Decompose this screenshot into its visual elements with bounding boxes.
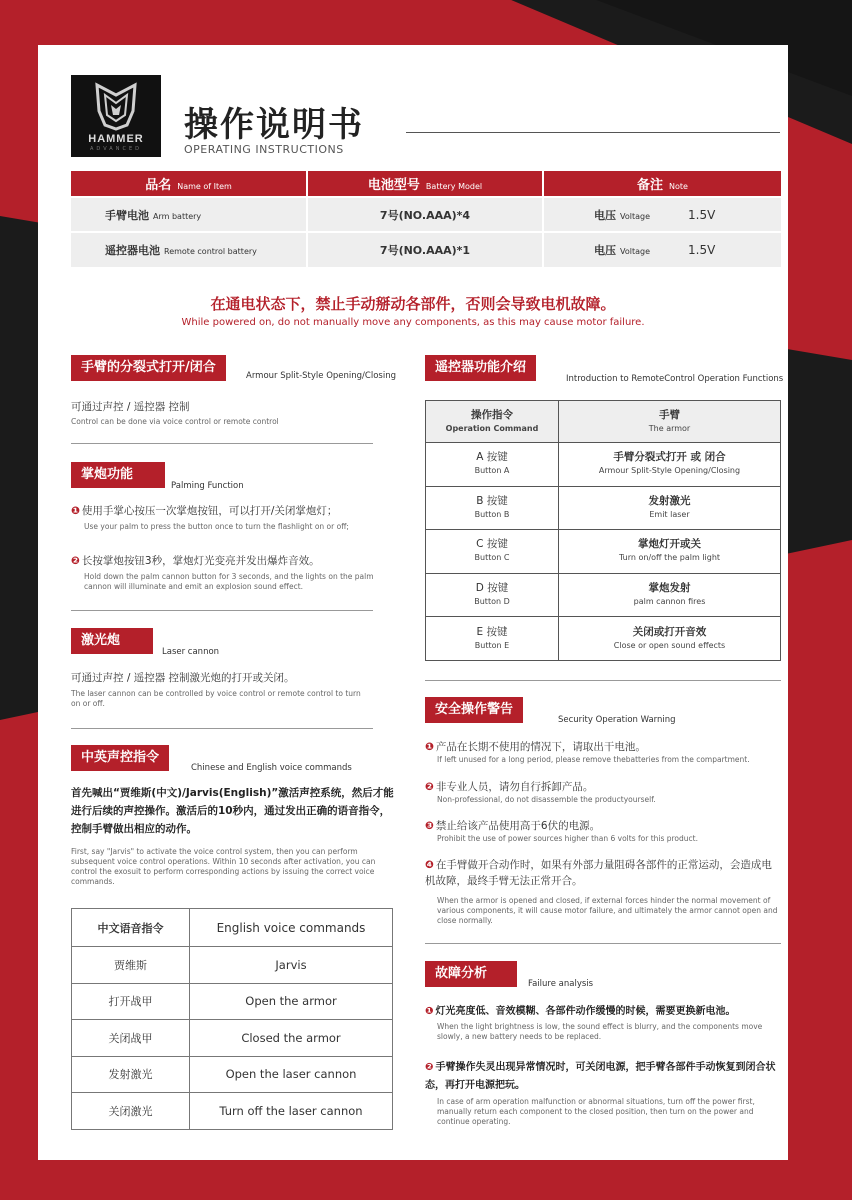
cn-command: 关闭激光 — [72, 1093, 190, 1130]
table-row — [72, 1020, 393, 1057]
button-function: 手臂分裂式打开 或 闭合 Armour Split-Style Opening/Closing — [559, 443, 781, 487]
voice-table-header — [72, 909, 393, 947]
voice-title: 中英声控指令 — [71, 745, 169, 771]
laser-title: 激光炮 — [71, 628, 153, 654]
power-warning-cn: 在通电状态下，禁止手动掰动各部件，否则会导致电机故障。 — [210, 295, 616, 313]
en-command: Turn off the laser cannon — [190, 1093, 393, 1130]
hammer-logo — [71, 75, 161, 157]
safety-item-1-en: If left unused for a long period, please remove thebatteries from the compartment. — [437, 755, 750, 764]
page-title: 操作说明书 — [184, 105, 364, 145]
header-note: 备注 Note — [543, 171, 781, 197]
en-command: Open the armor — [190, 983, 393, 1020]
cn-command: 贾维斯 — [72, 947, 190, 984]
note: 电压 Voltage 1.5V — [543, 197, 781, 232]
failure-item-2-en: In case of arm operation malfunction or abnormal situations, turn off the power first, manually return each component to the closed position, then turn on the power and continue operating. — [437, 1097, 755, 1126]
logo-subtext: ADVANCED — [90, 146, 142, 152]
button-function: 发射激光 Emit laser — [559, 486, 781, 530]
header-the-armor: 手臂 The armor — [559, 401, 781, 443]
safety-item-4-en: When the armor is opened and closed, if external forces hinder the normal movement of various components, it will cause motor failure, and ultimately the armor cannot open and close normally. — [437, 896, 778, 925]
divider — [425, 680, 781, 681]
divider — [425, 943, 781, 944]
palming-item-2-en: Hold down the palm cannon button for 3 seconds, and the lights on the palm cannon will illuminate and emit an explosion sound effect. — [84, 572, 374, 591]
remote-title: 遥控器功能介绍 — [425, 355, 536, 381]
table-row — [72, 1056, 393, 1093]
item-name: 遥控器电池 Remote control battery — [71, 232, 307, 267]
arm-split-text-en: Control can be done via voice control or remote control — [71, 417, 279, 426]
safety-title-en: Security Operation Warning — [558, 715, 676, 725]
table-row — [72, 1093, 393, 1130]
table-row — [426, 530, 781, 574]
divider — [71, 443, 373, 444]
logo-text: HAMMER — [88, 133, 144, 145]
helmet-icon — [93, 81, 139, 131]
palming-item-1: ❶ 使用手掌心按压一次掌炮按钮，可以打开/关闭掌炮灯； — [71, 505, 338, 517]
table-row — [426, 443, 781, 487]
palming-item-2: ❷ 长按掌炮按钮3秒，掌炮灯光变亮并发出爆炸音效。 — [71, 555, 320, 567]
item-name: 手臂电池 Arm battery — [71, 197, 307, 232]
button-label: E 按键 Button E — [426, 617, 559, 661]
safety-title: 安全操作警告 — [425, 697, 523, 723]
button-label: A 按键 Button A — [426, 443, 559, 487]
safety-item-2: ❷ 非专业人员，请勿自行拆卸产品。 — [425, 781, 594, 793]
table-row — [426, 573, 781, 617]
table-row — [426, 617, 781, 661]
header-operation-command: 操作指令 Operation Command — [426, 401, 559, 443]
laser-title-en: Laser cannon — [162, 647, 220, 657]
header-chinese-commands: 中文语音指令 — [72, 909, 190, 947]
failure-title: 故障分析 — [425, 961, 517, 987]
voice-title-en: Chinese and English voice commands — [191, 763, 352, 773]
button-function: 关闭或打开音效 Close or open sound effects — [559, 617, 781, 661]
remote-functions-table — [425, 400, 781, 661]
header-english-commands: English voice commands — [190, 909, 393, 947]
cn-command: 关闭战甲 — [72, 1020, 190, 1057]
failure-item-2: ❷ 手臂操作失灵出现异常情况时，可关闭电源，把手臂各部件手动恢复到闭合状态，再打开电源把玩。 — [425, 1062, 776, 1091]
arm-split-title: 手臂的分裂式打开/闭合 — [71, 355, 226, 381]
button-label: B 按键 Button B — [426, 486, 559, 530]
battery-table — [71, 171, 781, 267]
cn-command: 发射激光 — [72, 1056, 190, 1093]
laser-text-en: The laser cannon can be controlled by voice control or remote control to turn on or off. — [71, 689, 361, 708]
en-command: Jarvis — [190, 947, 393, 984]
button-function: 掌炮发射 palm cannon fires — [559, 573, 781, 617]
title-divider — [406, 132, 780, 133]
cn-command: 打开战甲 — [72, 983, 190, 1020]
remote-title-en: Introduction to RemoteControl Operation Functions — [566, 374, 784, 384]
palming-title-en: Palming Function — [171, 481, 244, 491]
voice-text: 首先喊出“贾维斯(中文)/Jarvis(English)”激活声控系统，然后才能进行后续的声控操作。激活后的10秒内，通过发出正确的语音指令，控制手臂做出相应的动作。 — [71, 787, 394, 835]
palming-title: 掌炮功能 — [71, 462, 165, 488]
button-label: D 按键 Button D — [426, 573, 559, 617]
en-command: Open the laser cannon — [190, 1056, 393, 1093]
table-row — [426, 486, 781, 530]
remote-table-header — [426, 401, 781, 443]
power-warning-en: While powered on, do not manually move any components, as this may cause motor failure. — [181, 317, 645, 328]
voice-text-en: First, say "Jarvis" to activate the voice control system, then you can perform subsequent voice control operations. Within 10 seconds after activation, you can control the exosuit to perform corresponding actions by issuing the correct voice commands. — [71, 847, 376, 886]
safety-item-4: ❹ 在手臂做开合动作时，如果有外部力量阻碍各部件的正常运动，会造成电机故障，最终手臂无法正常开合。 — [425, 859, 772, 887]
table-row — [72, 983, 393, 1020]
table-row — [71, 232, 781, 267]
divider — [71, 728, 373, 729]
header-name-of-item: 品名 Name of Item — [71, 171, 307, 197]
palming-item-1-en: Use your palm to press the button once to turn the flashlight on or off; — [84, 522, 349, 531]
voice-commands-table — [71, 908, 393, 1130]
safety-item-1: ❶ 产品在长期不使用的情况下，请取出干电池。 — [425, 741, 646, 753]
en-command: Closed the armor — [190, 1020, 393, 1057]
instruction-sheet — [38, 45, 788, 1160]
button-label: C 按键 Button C — [426, 530, 559, 574]
safety-item-2-en: Non-professional, do not disassemble the productyourself. — [437, 795, 656, 804]
failure-item-1: ❶ 灯光亮度低、音效模糊、各部件动作缓慢的时候，需要更换新电池。 — [425, 1006, 736, 1017]
safety-item-3-en: Prohibit the use of power sources higher than 6 volts for this product. — [437, 834, 698, 843]
safety-item-3: ❸ 禁止给该产品使用高于6伏的电源。 — [425, 820, 601, 832]
header-battery-model: 电池型号 Battery Model — [307, 171, 543, 197]
failure-title-en: Failure analysis — [528, 979, 594, 989]
laser-text: 可通过声控 / 遥控器 控制激光炮的打开或关闭。 — [71, 672, 295, 684]
divider — [71, 610, 373, 611]
note: 电压 Voltage 1.5V — [543, 232, 781, 267]
table-row — [71, 197, 781, 232]
table-row — [72, 947, 393, 984]
arm-split-text: 可通过声控 / 遥控器 控制 — [71, 401, 190, 413]
battery-model: 7号(NO.AAA)*1 — [307, 232, 543, 267]
page-subtitle: OPERATING INSTRUCTIONS — [184, 143, 344, 156]
button-function: 掌炮灯开或关 Turn on/off the palm light — [559, 530, 781, 574]
failure-item-1-en: When the light brightness is low, the sound effect is blurry, and the components move slowly, a new battery needs to be replaced. — [437, 1022, 763, 1041]
battery-model: 7号(NO.AAA)*4 — [307, 197, 543, 232]
battery-table-header — [71, 171, 781, 197]
arm-split-title-en: Armour Split-Style Opening/Closing — [246, 371, 396, 381]
